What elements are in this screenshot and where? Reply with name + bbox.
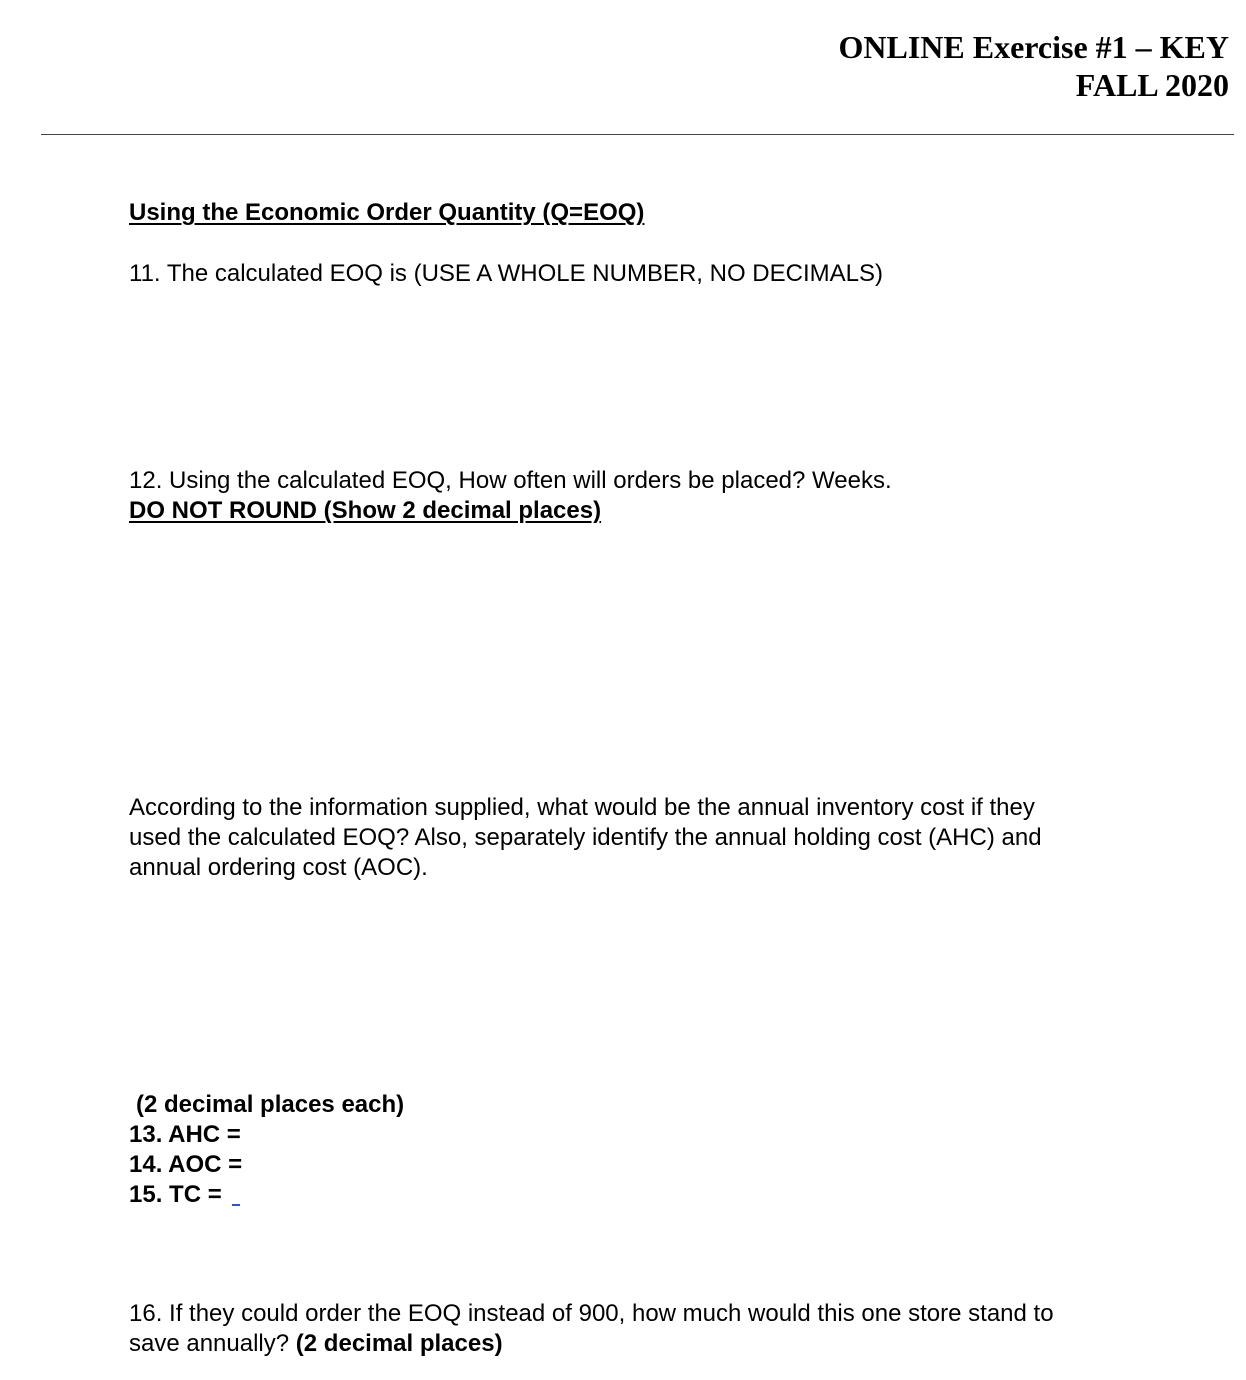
cost-prompt-line-3: annual ordering cost (AOC). <box>129 854 428 881</box>
document-header <box>838 28 1229 104</box>
header-divider <box>41 134 1234 135</box>
question-15-tc <box>129 1180 240 1210</box>
exercise-title: ONLINE Exercise #1 – KEY <box>838 29 1229 65</box>
question-14-aoc: 14. AOC = <box>129 1151 243 1178</box>
question-16-decimals: (2 decimal places) <box>295 1330 503 1357</box>
question-12-instruction: DO NOT ROUND (Show 2 decimal places) <box>129 497 602 524</box>
question-15-label: 15. TC = <box>129 1181 222 1208</box>
section-heading: Using the Economic Order Quantity (Q=EOQ) <box>129 199 645 226</box>
question-12: 12. Using the calculated EOQ, How often will orders be placed? Weeks. <box>129 467 892 494</box>
term-label: FALL 2020 <box>1075 67 1229 103</box>
question-11: 11. The calculated EOQ is (USE A WHOLE NUMBER, NO DECIMALS) <box>129 260 883 287</box>
question-16-text: save annually? <box>129 1330 290 1357</box>
answer-link[interactable] <box>232 1204 240 1206</box>
cost-prompt-line-1: According to the information supplied, what would be the annual inventory cost if they <box>129 794 1035 821</box>
cost-prompt-line-2: used the calculated EOQ? Also, separately identify the annual holding cost (AHC) and <box>129 824 1042 851</box>
question-16: 16. If they could order the EOQ instead of 900, how much would this one store stand to <box>129 1300 1054 1327</box>
question-16-line-2 <box>129 1329 503 1359</box>
decimals-note: (2 decimal places each) <box>136 1091 405 1118</box>
question-13-ahc: 13. AHC = <box>129 1121 241 1148</box>
